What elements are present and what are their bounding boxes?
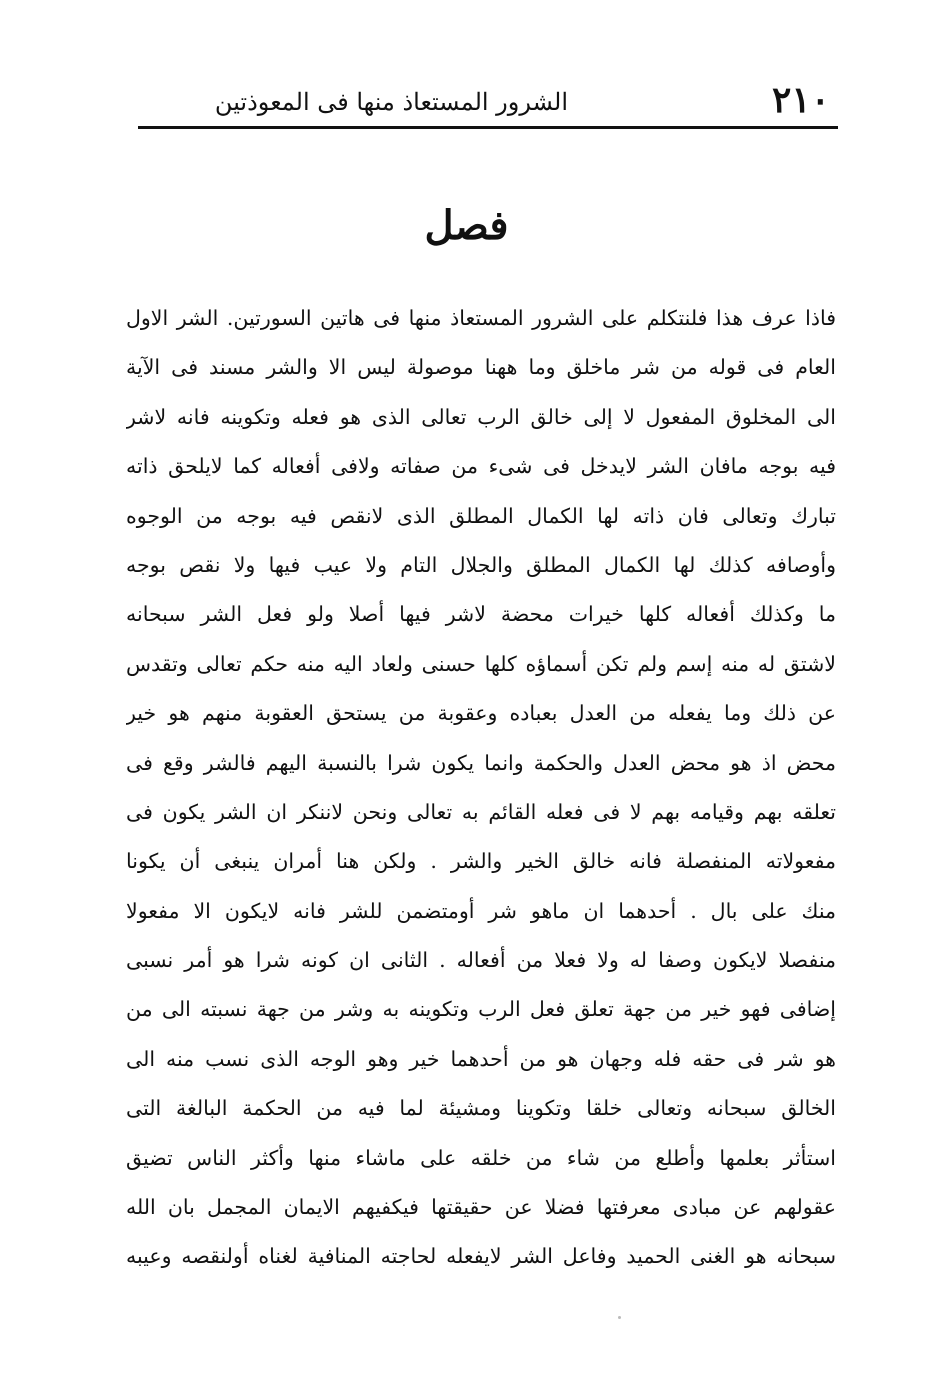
text-line: منك على بال . أحدهما ان ماهو شر أومتضمن للشر فانه لايكون الا مفعولا (126, 898, 836, 923)
text-line: لاشتق له منه إسم ولم تكن أسماؤه كلها حسنى ولعاد اليه منه حكم تعالى وتقدس (126, 651, 836, 676)
text-line: سبحانه هو الغنى الحميد وفاعل الشر لايفعله لحاجته المنافية لغناه أولنقصه وعيبه (126, 1244, 836, 1269)
text-line: استأثر بعلمها وأطلع من شاء من خلقه على ماشاء منها وأكثر الناس تضيق (126, 1145, 836, 1170)
text-line: فاذا عرف هذا فلنتكلم على الشرور المستعاذ منها فى هاتين السورتين. الشر الاول (126, 306, 836, 330)
page-number: ٢١٠ (771, 79, 830, 121)
text-line: تعلقه بهم وقيامه بهم لا فى فعله القائم به تعالى ونحن لاننكر ان الشر يكون فى (126, 799, 836, 824)
text-line: تبارك وتعالى فان ذاته لها الكمال المطلق الذى لانقص فيه بوجه من الوجوه (126, 503, 836, 528)
text-line: الخالق سبحانه وتعالى خلقا وتكوينا ومشيئة لما فيه من الحكمة البالغة التى (126, 1096, 836, 1121)
text-line: وأوصافه كذلك لها الكمال المطلق والجلال التام ولا عيب فيها ولا نقص بوجه (126, 552, 836, 577)
text-line: منفصلا لايكون وصفا له ولا فعلا من أفعاله . الثانى ان كونه شرا هو أمر نسبى (126, 948, 836, 973)
text-line: العام فى قوله من شر ماخلق وما ههنا موصولة ليس الا والشر مسند فى الآية (126, 355, 836, 380)
page-header (138, 78, 838, 124)
running-title: الشرور المستعاذ منها فى المعوذتين (214, 88, 568, 116)
scan-speck (618, 1316, 621, 1319)
text-line: محض اذ هو محض العدل والحكمة وانما يكون شرا بالنسبة اليهم فالشر وقع فى (126, 750, 836, 775)
body-text (126, 294, 836, 1282)
text-line: فيه بوجه مافان الشر لايدخل فى شىء من صفاته ولافى أفعاله كما لايلحق ذاته (126, 454, 836, 479)
header-rule (138, 126, 838, 129)
text-line: الى المخلوق المفعول لا إلى خالق الرب تعالى الذى هو فعله وتكوينه فانه لاشر (126, 404, 836, 429)
text-line: ما وكذلك أفعاله كلها خيرات محضة لاشر فيها أصلا ولو فعل الشر سبحانه (126, 602, 836, 627)
text-line: إضافى فهو خير من جهة تعلق فعل الرب وتكوينه به وشر من جهة نسبته الى من (126, 997, 836, 1022)
text-line: هو شر فى حقه فله وجهان هو من أحدهما خير وهو الوجه الذى نسب منه الى (126, 1046, 836, 1071)
section-title: فصل (424, 202, 509, 249)
text-line: عن ذلك وما يفعله من العدل بعباده وعقوبة من يستحق العقوبة منهم هو خير (126, 701, 836, 726)
text-line: عقولهم عن مبادى معرفتها فضلا عن حقيقتها فيكفيهم الايمان المجمل بان الله (126, 1195, 836, 1220)
text-line: مفعولاته المنفصلة فانه خالق الخير والشر . ولكن هنا أمران ينبغى أن يكونا (126, 849, 836, 874)
